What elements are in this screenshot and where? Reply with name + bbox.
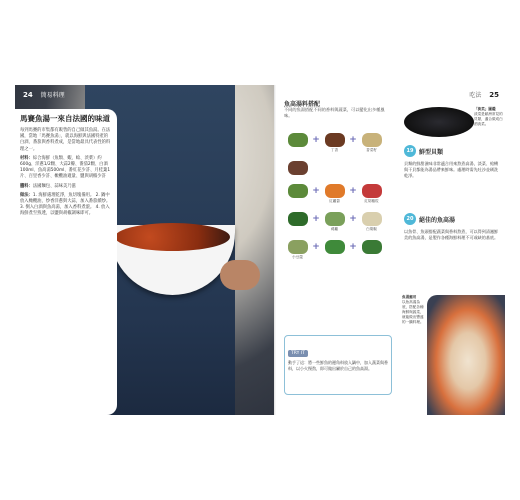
ingredient-cell [321, 184, 348, 204]
ingredient-image [362, 133, 382, 147]
book-spread [15, 85, 505, 415]
section-19-title: 鮮型貝類 [419, 148, 444, 156]
mussel-caption [474, 107, 504, 127]
right-running-head: 吃法 [469, 92, 482, 99]
ingredient-cell [358, 240, 385, 255]
right-page [276, 85, 505, 415]
recipe-title: 馬賽魚湯一來自法國的味道 [20, 114, 110, 123]
ingredient-image [362, 240, 382, 254]
ingredient-label: 白胡椒 [366, 227, 377, 231]
seasoning-text: 法國麵包、蒜味美乃滋 [32, 183, 76, 189]
grid-section-title: 魚高湯料搭配 [284, 101, 321, 108]
ingredient-row [284, 161, 392, 176]
left-page-number: 24 [23, 91, 33, 99]
ingredient-image [288, 240, 308, 254]
section-20-header [404, 213, 455, 225]
ingredient-cell [358, 212, 385, 232]
ingredient-row [284, 184, 392, 204]
method-heading: 做法： [20, 192, 33, 198]
grid-intro: 不同的魚湯搭配不同的香料與蔬菜，可以變化出多種風味。 [284, 107, 385, 118]
section-20-title: 絕佳的魚高湯 [419, 216, 456, 224]
ingredient-image [288, 184, 308, 198]
ingredient-label: 蒔蘿 [330, 227, 339, 231]
left-page [15, 85, 274, 415]
ingredient-image [325, 133, 345, 147]
section-20-text: 以魚骨、魚頭搭配蔬菜與香料熬煮，可以得到清澈鮮美的魚高湯，是製作各種海鮮料理不可或缺的基底。 [404, 229, 499, 240]
ingredient-cell [284, 161, 311, 176]
plus-icon: + [349, 135, 357, 145]
method-text: 1. 海鮮處理乾淨，魚切塊備用。 2. 鍋中放入橄欖油，炒香洋蔥與大蒜，加入番茄續炒。 3. 倒入白酒與魚高湯，加入香料煮滾。 4. 放入海鮮煮至熟透，以鹽與胡椒調味即可。 [20, 192, 111, 217]
try-it-box [284, 335, 392, 395]
ingredient-row [284, 240, 392, 260]
section-20-number: 20 [404, 213, 416, 225]
right-header [469, 90, 499, 99]
ingredient-label: 香菜籽 [366, 148, 377, 152]
ingredient-label: 丁香 [330, 148, 339, 152]
section-19-header [404, 145, 443, 157]
seafood-stew [115, 223, 230, 251]
ingredient-image [325, 240, 345, 254]
plus-icon: + [312, 135, 320, 145]
stew-caption [402, 295, 426, 325]
stew-caption-text: 以魚高湯為底，搭配各種海鮮與蔬菜，就能做出豐盛的一鍋料理。 [402, 300, 424, 324]
mussel-caption-text: 淡菜是歐洲常見的貝類，適合做成白酒淡菜。 [474, 112, 503, 126]
ingredient-cell [284, 240, 311, 260]
plus-icon: + [349, 242, 357, 252]
left-running-head: 簡易料理 [40, 92, 65, 99]
fish-stew-photo [427, 295, 505, 415]
ingredients-heading: 材料： [20, 155, 33, 161]
ingredient-image [288, 212, 308, 226]
ingredient-image [325, 212, 345, 226]
ingredient-cell [284, 212, 311, 227]
right-page-number: 25 [489, 91, 499, 99]
ingredient-cell [284, 184, 311, 199]
ingredient-cell [358, 133, 385, 153]
section-19-number: 19 [404, 145, 416, 157]
ingredients-text: 綜合海鮮（魚類、蝦、蛤、淡菜）約600g、洋蔥1/2顆、大蒜2瓣、番茄2顆、白酒100ml、魚高湯500ml、番紅花少許、月桂葉1片、百里香少許、橄欖油適量、鹽與胡椒少許 [20, 155, 111, 180]
plus-icon: + [349, 186, 357, 196]
ingredient-cell [321, 240, 348, 255]
plus-icon: + [312, 186, 320, 196]
ingredient-cell [284, 133, 311, 148]
stew-caption-title: 魚湯應用 [402, 295, 417, 299]
ingredient-image [288, 161, 308, 175]
seasoning-heading: 醬料： [20, 183, 33, 189]
ingredient-row [284, 133, 392, 153]
try-it-text: 動手了這：將一些鮮魚的邊角料放入鍋中，加入蔬菜與香料，以小火慢熬，即可做出屬於自己的魚高湯。 [288, 360, 388, 371]
ingredient-label: 紅胡椒粒 [364, 199, 379, 203]
mussel-photo [404, 107, 474, 137]
recipe-intro: 每到馬賽的市集都有販售的自己做其魚湯。在法國，當地「馬賽魚湯」，就以海鮮與法國特產的白酒、番茄與香料煮成，是當地最具代表性的料理之一。 [20, 128, 111, 152]
hand [220, 260, 260, 290]
ingredient-cell [321, 133, 348, 153]
plus-icon: + [312, 242, 320, 252]
ingredient-cell [358, 184, 385, 204]
ingredient-grid [284, 133, 392, 268]
mussel-caption-title: 「淡菜」圖鑑 [474, 107, 496, 111]
ingredient-label: 紅蘿蔔 [329, 199, 340, 203]
left-header [23, 90, 65, 99]
section-19-text: 貝類的鮮甜滋味非常適合用來熬煮高湯，淡菜、蛤蜊與干貝都能為湯品帶來鮮味。處理時需先吐沙並刷洗乾淨。 [404, 161, 499, 178]
ingredient-cell [321, 212, 348, 232]
recipe-textbox [15, 109, 117, 415]
ingredient-image [288, 133, 308, 147]
plus-icon: + [312, 214, 320, 224]
ingredient-image [362, 184, 382, 198]
ingredient-image [362, 212, 382, 226]
plus-icon: + [349, 214, 357, 224]
try-it-tag: TRY IT [288, 350, 308, 357]
ingredient-row [284, 212, 392, 232]
ingredient-image [325, 184, 345, 198]
ingredient-label: 小豆蔻 [292, 255, 303, 259]
